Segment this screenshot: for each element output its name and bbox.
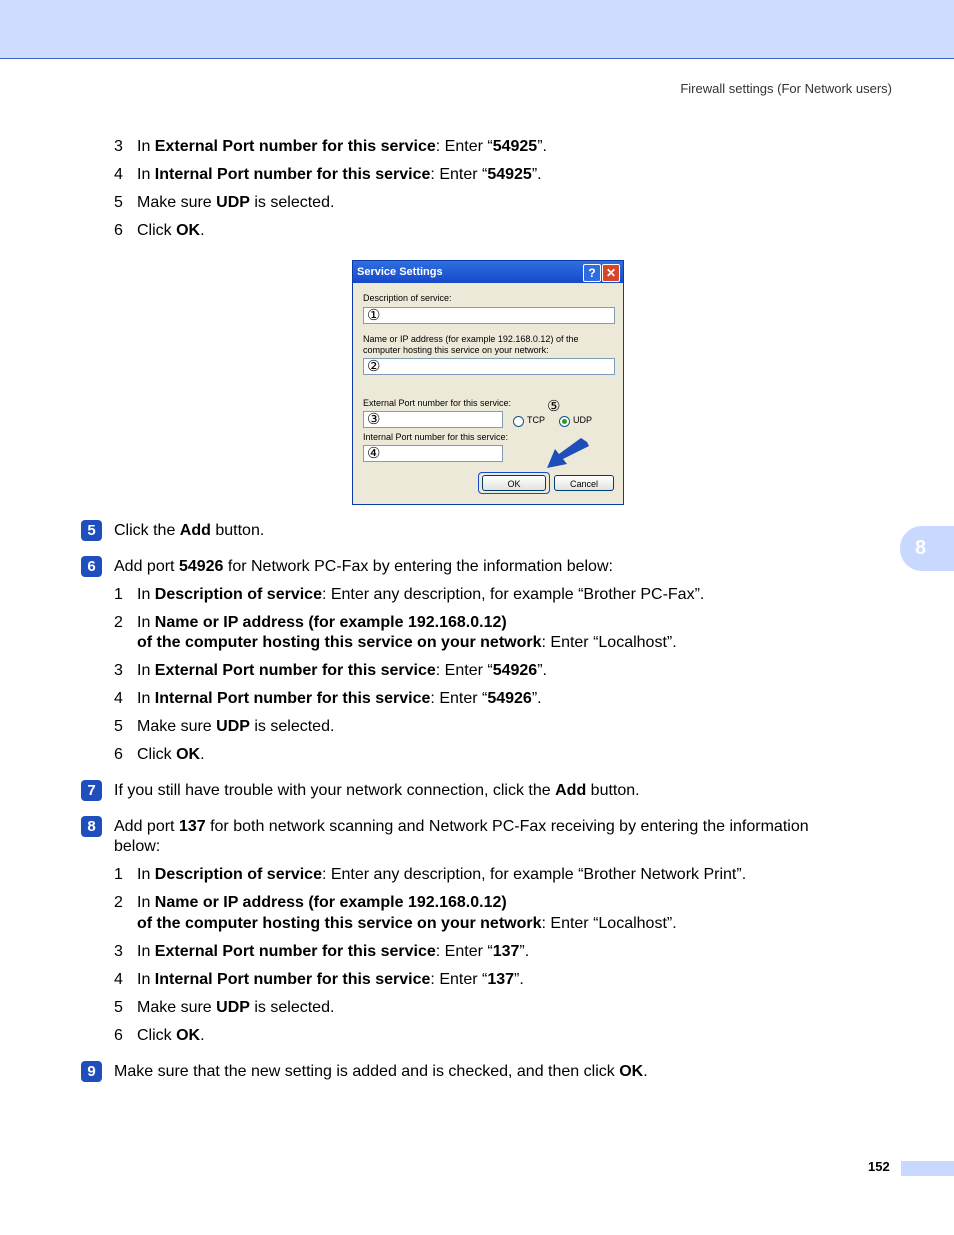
substep-number: 6: [114, 222, 123, 239]
help-icon[interactable]: ?: [583, 264, 601, 282]
callout-1: ①: [367, 307, 381, 324]
substep-text: In Name or IP address (for example 192.168.0.12): [137, 894, 507, 911]
service-settings-dialog: [352, 260, 624, 505]
substep-number: 4: [114, 690, 123, 707]
substep-number: 5: [114, 999, 123, 1016]
name-ip-field[interactable]: [363, 358, 615, 375]
step-text: Make sure that the new setting is added and is checked, and then click OK.: [114, 1063, 648, 1080]
substep-text: In External Port number for this service: Enter “54925”.: [137, 138, 547, 155]
description-field[interactable]: [363, 307, 615, 324]
callout-3: ③: [367, 411, 381, 428]
substep-number: 4: [114, 971, 123, 988]
substep-number: 6: [114, 746, 123, 763]
cancel-button[interactable]: Cancel: [554, 475, 614, 491]
chapter-tab: 8: [900, 526, 954, 571]
substep-text: In Internal Port number for this service: Enter “54926”.: [137, 690, 542, 707]
substep-number: 3: [114, 662, 123, 679]
callout-2: ②: [367, 358, 381, 375]
callout-4: ④: [367, 445, 381, 462]
substep-number: 6: [114, 1027, 123, 1044]
substep-text: In External Port number for this service: Enter “54926”.: [137, 662, 547, 679]
udp-label: UDP: [573, 415, 593, 425]
top-header-band: [0, 0, 954, 59]
substep-text: In Name or IP address (for example 192.168.0.12): [137, 614, 507, 631]
substep-number: 5: [114, 194, 123, 211]
substep-text: In Internal Port number for this service: Enter “137”.: [137, 971, 524, 988]
internal-port-field[interactable]: [363, 445, 503, 462]
ok-button[interactable]: OK: [482, 475, 546, 491]
udp-radio[interactable]: [559, 416, 570, 427]
dialog-title-bar: [353, 261, 623, 283]
substep-text: Make sure UDP is selected.: [137, 999, 335, 1016]
substep-number: 2: [114, 614, 123, 631]
substep-text: In Description of service: Enter any description, for example “Brother PC-Fax”.: [137, 586, 705, 603]
step-badge: 5: [81, 520, 102, 541]
internal-port-label: Internal Port number for this service:: [363, 432, 509, 442]
page-number-bar: [901, 1161, 954, 1176]
substep-text-continued: of the computer hosting this service on your network: Enter “Localhost”.: [137, 915, 677, 932]
page-number: 152: [868, 1159, 890, 1174]
callout-5: ⑤: [547, 398, 561, 415]
description-label: Description of service:: [363, 293, 452, 303]
substep-text: Click OK.: [137, 1027, 205, 1044]
tcp-radio[interactable]: [513, 416, 524, 427]
substep-number: 2: [114, 894, 123, 911]
step-badge: 7: [81, 780, 102, 801]
substep-text-continued: of the computer hosting this service on your network: Enter “Localhost”.: [137, 634, 677, 651]
substep-text: In External Port number for this service: Enter “137”.: [137, 943, 530, 960]
substep-number: 3: [114, 138, 123, 155]
substep-number: 3: [114, 943, 123, 960]
substep-text: Make sure UDP is selected.: [137, 718, 335, 735]
substep-text: In Internal Port number for this service: Enter “54925”.: [137, 166, 542, 183]
substep-number: 4: [114, 166, 123, 183]
substep-number: 1: [114, 586, 123, 603]
step-badge: 6: [81, 556, 102, 577]
step-badge: 8: [81, 816, 102, 837]
step-badge: 9: [81, 1061, 102, 1082]
external-port-label: External Port number for this service:: [363, 398, 512, 408]
name-label-line1: Name or IP address (for example 192.168.0.12) of the: [363, 334, 579, 344]
step-text: If you still have trouble with your network connection, click the Add button.: [114, 782, 640, 799]
close-icon[interactable]: ✕: [602, 264, 620, 282]
substep-text: Click OK.: [137, 222, 205, 239]
substep-text: Click OK.: [137, 746, 205, 763]
name-label-line2: computer hosting this service on your network:: [363, 345, 549, 355]
substep-number: 5: [114, 718, 123, 735]
substep-text: Make sure UDP is selected.: [137, 194, 335, 211]
step-text: Add port 54926 for Network PC-Fax by entering the information below:: [114, 558, 613, 575]
step-text: Click the Add button.: [114, 522, 265, 539]
dialog-title: Service Settings: [357, 266, 443, 278]
external-port-field[interactable]: [363, 411, 503, 428]
step-text-continued: below:: [114, 838, 161, 855]
tcp-label: TCP: [527, 415, 545, 425]
pointer-arrow-icon: [545, 438, 590, 470]
substep-number: 1: [114, 866, 123, 883]
step-text: Add port 137 for both network scanning and Network PC-Fax receiving by entering the information: [114, 818, 809, 835]
substep-text: In Description of service: Enter any description, for example “Brother Network Print”.: [137, 866, 747, 883]
running-header: Firewall settings (For Network users): [680, 81, 892, 96]
